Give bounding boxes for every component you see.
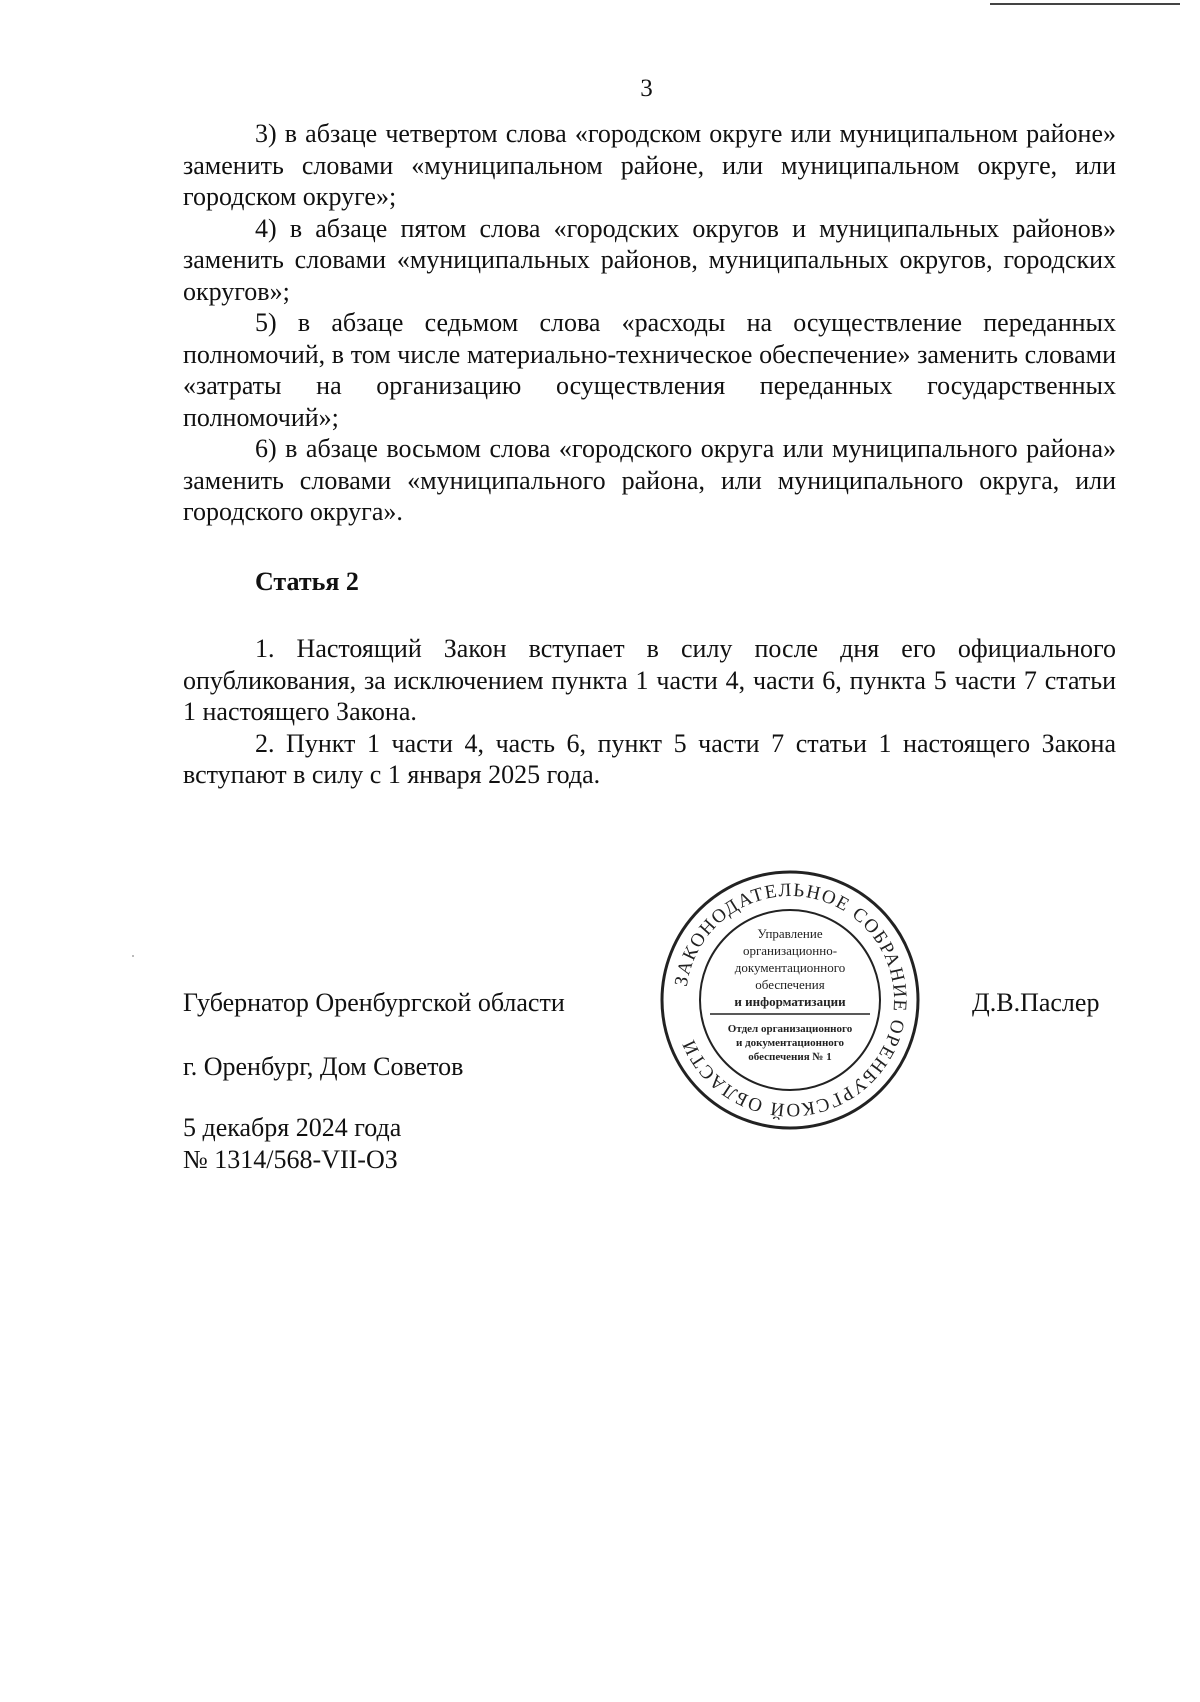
article-paragraph-2: 2. Пункт 1 части 4, часть 6, пункт 5 части 7 статьи 1 настоящего Закона вступают в силу с 1 января 2025 года. — [183, 728, 1116, 789]
stamp-inner-line-4: обеспечения — [755, 977, 825, 992]
scan-dot — [132, 955, 134, 957]
signer-position: Губернатор Оренбургской области — [183, 988, 565, 1017]
stamp-inner-line-2: организационно- — [742, 943, 838, 958]
top-edge-rule — [990, 3, 1180, 5]
paragraph-item-4: 4) в абзаце пятом слова «городских округов и муниципальных районов» заменить словами «муниципальных районов, муниципальных округов, городских округов»; — [183, 213, 1116, 306]
signing-place: г. Оренбург, Дом Советов — [183, 1052, 464, 1081]
amendment-paragraphs — [183, 118, 1116, 528]
stamp-bottom-line-3: обеспечения № 1 — [748, 1051, 832, 1063]
signing-date: 5 декабря 2024 года — [183, 1113, 402, 1142]
stamp-inner-line-5: и информатизации — [734, 994, 846, 1009]
paragraph-item-5: 5) в абзаце седьмом слова «расходы на осуществление переданных полномочий, в том числе материально-техническое обеспечение» заменить словами «затраты на организацию осуществления переданных государственных полномочий»; — [183, 308, 1116, 432]
article-paragraph-1: 1. Настоящий Закон вступает в силу после дня его официального опубликования, за исключением пункта 1 части 4, части 6, пункта 5 части 7 статьи 1 настоящего Закона. — [183, 634, 1116, 726]
document-date-number — [183, 1112, 401, 1176]
stamp-bottom-line-2: и документационного — [735, 1037, 845, 1049]
paragraph-item-6: 6) в абзаце восьмом слова «городского округа или муниципального района» заменить словами «муниципального района, или муниципального округа, или городского округа». — [183, 434, 1116, 526]
stamp-bottom-line-1: Отдел организационного — [727, 1023, 853, 1035]
signer-name: Д.В.Паслер — [972, 988, 1100, 1017]
page-number: 3 — [640, 75, 653, 102]
paragraph-item-3: 3) в абзаце четвертом слова «городском округе или муниципальном районе» заменить словами «муниципальном районе, или муниципальном округе, или городском округе»; — [183, 119, 1116, 211]
official-stamp — [658, 868, 922, 1132]
stamp-inner-line-1: Управление — [757, 926, 823, 941]
article-paragraphs — [183, 633, 1116, 791]
law-number: № 1314/568-VII-ОЗ — [183, 1145, 398, 1174]
article-heading: Статья 2 — [255, 567, 359, 596]
stamp-ring-text: ЗАКОНОДАТЕЛЬНОЕ СОБРАНИЕ ОРЕНБУРГСКОЙ ОБЛАСТИ — [670, 879, 911, 1121]
stamp-inner-line-3: документационного — [734, 960, 846, 975]
